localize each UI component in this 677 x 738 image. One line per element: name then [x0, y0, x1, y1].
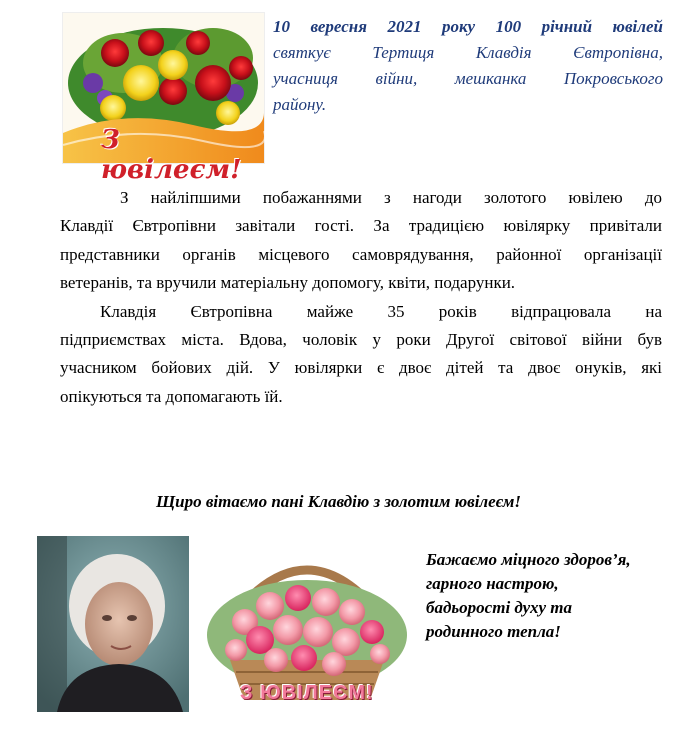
paragraph-2-line: підприємствах міста. Вдова, чоловік у роки Другої світової війни був [60, 330, 662, 350]
portrait-photo [37, 536, 189, 712]
intro-line-2: святкує Тертиця Клавдія Євтропівна, [273, 43, 663, 62]
paragraph-1-line: представники органів місцевого самоврядування, районної організації [60, 244, 662, 264]
wishes-line: гарного настрою, [426, 574, 559, 593]
intro-line-1: 10 вересня 2021 року 100 річний ювілей [273, 17, 663, 36]
wishes-text [426, 548, 666, 644]
bouquet-banner-text: З ювілеєм! [101, 125, 242, 185]
paragraph-2-line: учасником бойових дій. У ювілярки є двоє дітей та двоє онуків, які [60, 358, 662, 378]
portrait-illustration [37, 536, 189, 712]
wishes-line: бадьорості духу та [426, 598, 572, 617]
paragraph-2-line: опікуються та допомагають їй. [60, 386, 283, 406]
paragraph-1 [60, 184, 662, 298]
flower-basket-image [200, 540, 414, 712]
intro-text [273, 14, 663, 118]
greeting-line: Щиро вітаємо пані Клавдію з золотим ювілеєм! [155, 492, 522, 511]
paragraph-1-line: З найліпшими побажаннями з нагоди золотого ювілею до [120, 188, 662, 207]
paragraph-2 [60, 298, 662, 412]
intro-line-3: учасниця війни, мешканка Покровського [273, 69, 663, 88]
basket-banner-text: З ЮВІЛЕЄМ! [240, 682, 374, 704]
paragraph-1-line: Клавдії Євтропівни завітали гості. За традицією ювілярку привітали [60, 216, 662, 236]
wishes-line: родинного тепла! [426, 622, 561, 641]
wishes-line: Бажаємо міцного здоров’я, [426, 550, 631, 569]
bouquet-image [62, 12, 265, 185]
paragraph-1-line: ветеранів, та вручили матеріальну допомогу, квіти, подарунки. [60, 273, 516, 293]
article-body [60, 184, 662, 411]
paragraph-2-line: Клавдія Євтропівна майже 35 років відпрацювала на [100, 301, 662, 321]
intro-line-4: району. [273, 95, 327, 114]
